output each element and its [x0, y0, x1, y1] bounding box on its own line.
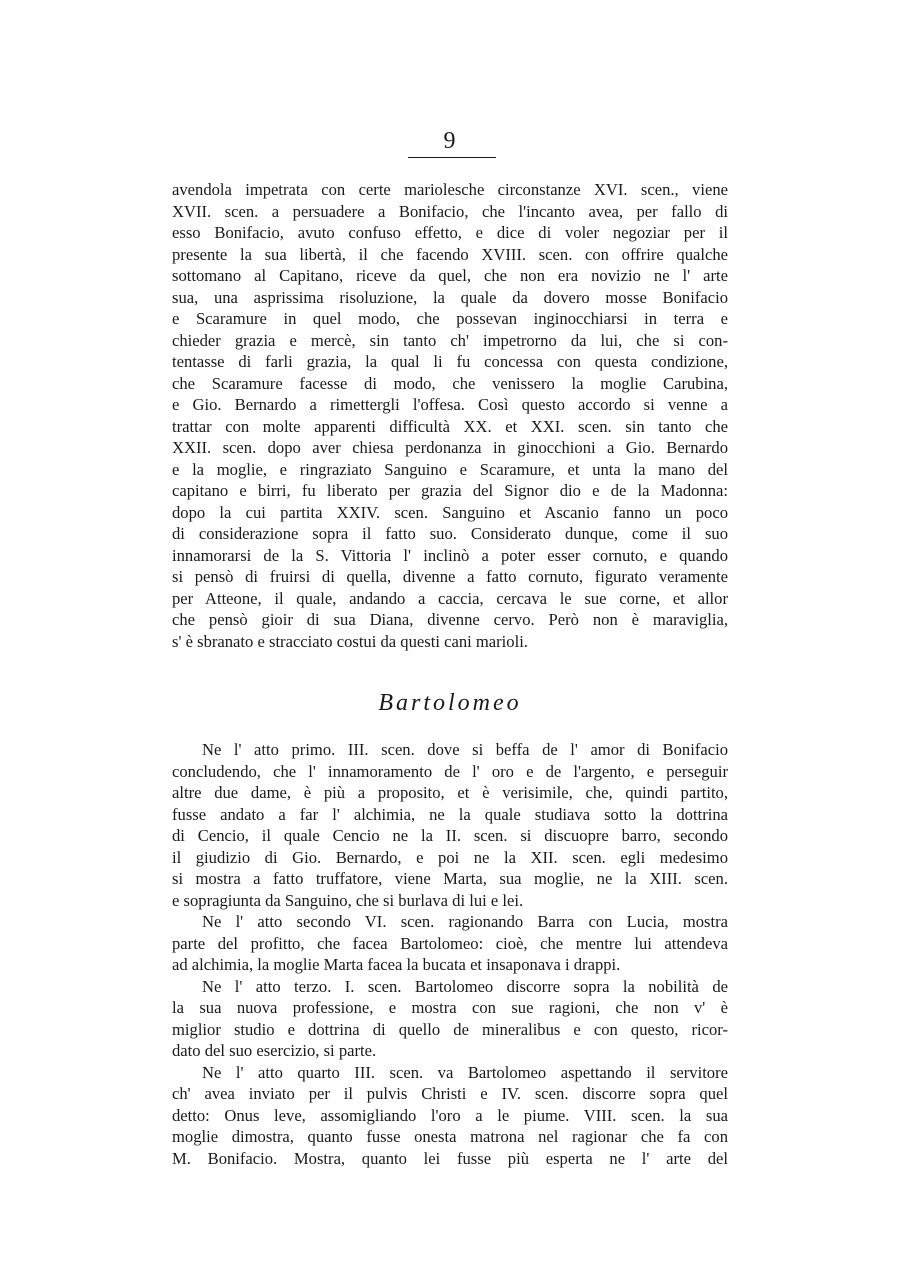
page-number-rule [408, 157, 496, 158]
text-line: moglie dimostra, quanto fusse onesta matrona nel ragionar che fa con [172, 1127, 728, 1146]
text-line: fusse andato a far l' alchimia, ne la quale studiava sotto la dottrina [172, 804, 728, 824]
text-line: sottomano al Capitano, riceve da quel, che non era novizio ne l' arte [172, 266, 728, 285]
text-line: s' è sbranato e stracciato costui da questi cani marioli. [172, 631, 528, 651]
text-line: ch' avea inviato per il pulvis Christi e IV. scen. discorre sopra quel [172, 1084, 728, 1103]
text-line: e Scaramure in quel modo, che possevan inginocchiarsi in terra e [172, 309, 728, 328]
text-line: di Cencio, il quale Cencio ne la II. scen. si discuopre barro, secondo [172, 826, 728, 845]
text-line: XXII. scen. dopo aver chiesa perdonanza in ginocchioni a Gio. Bernardo [172, 438, 728, 457]
text-line: trattar con molte apparenti difficultà XX. et XXI. scen. sin tanto che [172, 416, 728, 436]
text-line: si mostra a fatto truffatore, viene Marta, sua moglie, ne la XIII. scen. [172, 869, 728, 888]
text-line: innamorarsi de la S. Vittoria l' inclinò a poter esser cornuto, e quando [172, 545, 728, 565]
text-line: tentasse di farli grazia, la qual li fu concessa con questa condizione, [172, 352, 728, 371]
text-line: la sua nuova professione, e mostra con sue ragioni, che non v' è [172, 998, 728, 1017]
text-line: dopo la cui partita XXIV. scen. Sanguino et Ascanio fanno un poco [172, 502, 728, 522]
text-line: e sopragiunta da Sanguino, che si burlava di lui e lei. [172, 890, 524, 910]
text-line: M. Bonifacio. Mostra, quanto lei fusse più esperta ne l' arte del [172, 1148, 728, 1168]
page-number: 9 [443, 128, 457, 154]
body-paragraph-1 [172, 179, 728, 652]
text-line: parte del profitto, che facea Bartolomeo: cioè, che mentre lui attendeva [172, 933, 728, 953]
text-line: di considerazione sopra il fatto suo. Considerato dunque, come il suo [172, 524, 728, 543]
text-line: presente la sua libertà, il che facendo XVIII. scen. con offrire qualche [172, 244, 728, 264]
text-line: e Gio. Bernardo a rimettergli l'offesa. Così questo accordo si venne a [172, 395, 728, 414]
text-line: chieder grazia e mercè, sin tanto ch' impetrorno da lui, che si con- [172, 330, 728, 350]
text-line: Ne l' atto secondo VI. scen. ragionando Barra con Lucia, mostra [202, 912, 728, 931]
text-line: si pensò di fruirsi di quella, divenne a fatto cornuto, figurato veramente [172, 567, 728, 586]
text-line: ad alchimia, la moglie Marta facea la bucata et insaponava i drappi. [172, 955, 621, 974]
text-line: capitano e birri, fu liberato per grazia del Signor dio e de la Madonna: [172, 481, 728, 500]
text-line: per Atteone, il quale, andando a caccia, cercava le sue corne, et allor [172, 588, 728, 608]
text-line: avendola impetrata con certe mariolesche circonstanze XVI. scen., viene [172, 180, 728, 199]
text-line: miglior studio e dottrina di quello de mineralibus e con questo, ricor- [172, 1019, 728, 1039]
text-line: Ne l' atto quarto III. scen. va Bartolomeo aspettando il servitore [202, 1062, 728, 1082]
text-line: che pensò gioir di sua Diana, divenne cervo. Però non è maraviglia, [172, 610, 728, 629]
text-line: Ne l' atto primo. III. scen. dove si beffa de l' amor di Bonifacio [202, 740, 728, 759]
text-line: detto: Onus leve, assomigliando l'oro a le piume. VIII. scen. la sua [172, 1105, 728, 1125]
text-line: altre due dame, è più a proposito, et è verisimile, che, quindi partito, [172, 783, 728, 802]
text-line: esso Bonifacio, avuto confuso effetto, e dice di voler negoziar per il [172, 223, 728, 242]
text-line: XVII. scen. a persuadere a Bonifacio, che l'incanto avea, per fallo di [172, 201, 728, 221]
section-heading: Bartolomeo [378, 690, 522, 716]
text-line: concludendo, che l' innamoramento de l' oro e de l'argento, e perseguir [172, 761, 728, 781]
text-line: che Scaramure facesse di modo, che venissero la moglie Carubina, [172, 373, 728, 393]
text-line: dato del suo esercizio, si parte. [172, 1041, 377, 1060]
text-line: il giudizio di Gio. Bernardo, e poi ne la XII. scen. egli medesimo [172, 847, 728, 867]
text-line: Ne l' atto terzo. I. scen. Bartolomeo discorre sopra la nobilità de [202, 976, 728, 996]
body-paragraph-2 [172, 739, 728, 1169]
text-line: e la moglie, e ringraziato Sanguino e Scaramure, et unta la mano del [172, 459, 728, 479]
text-line: sua, una asprissima risoluzione, la quale da dovero mosse Bonifacio [172, 287, 728, 307]
